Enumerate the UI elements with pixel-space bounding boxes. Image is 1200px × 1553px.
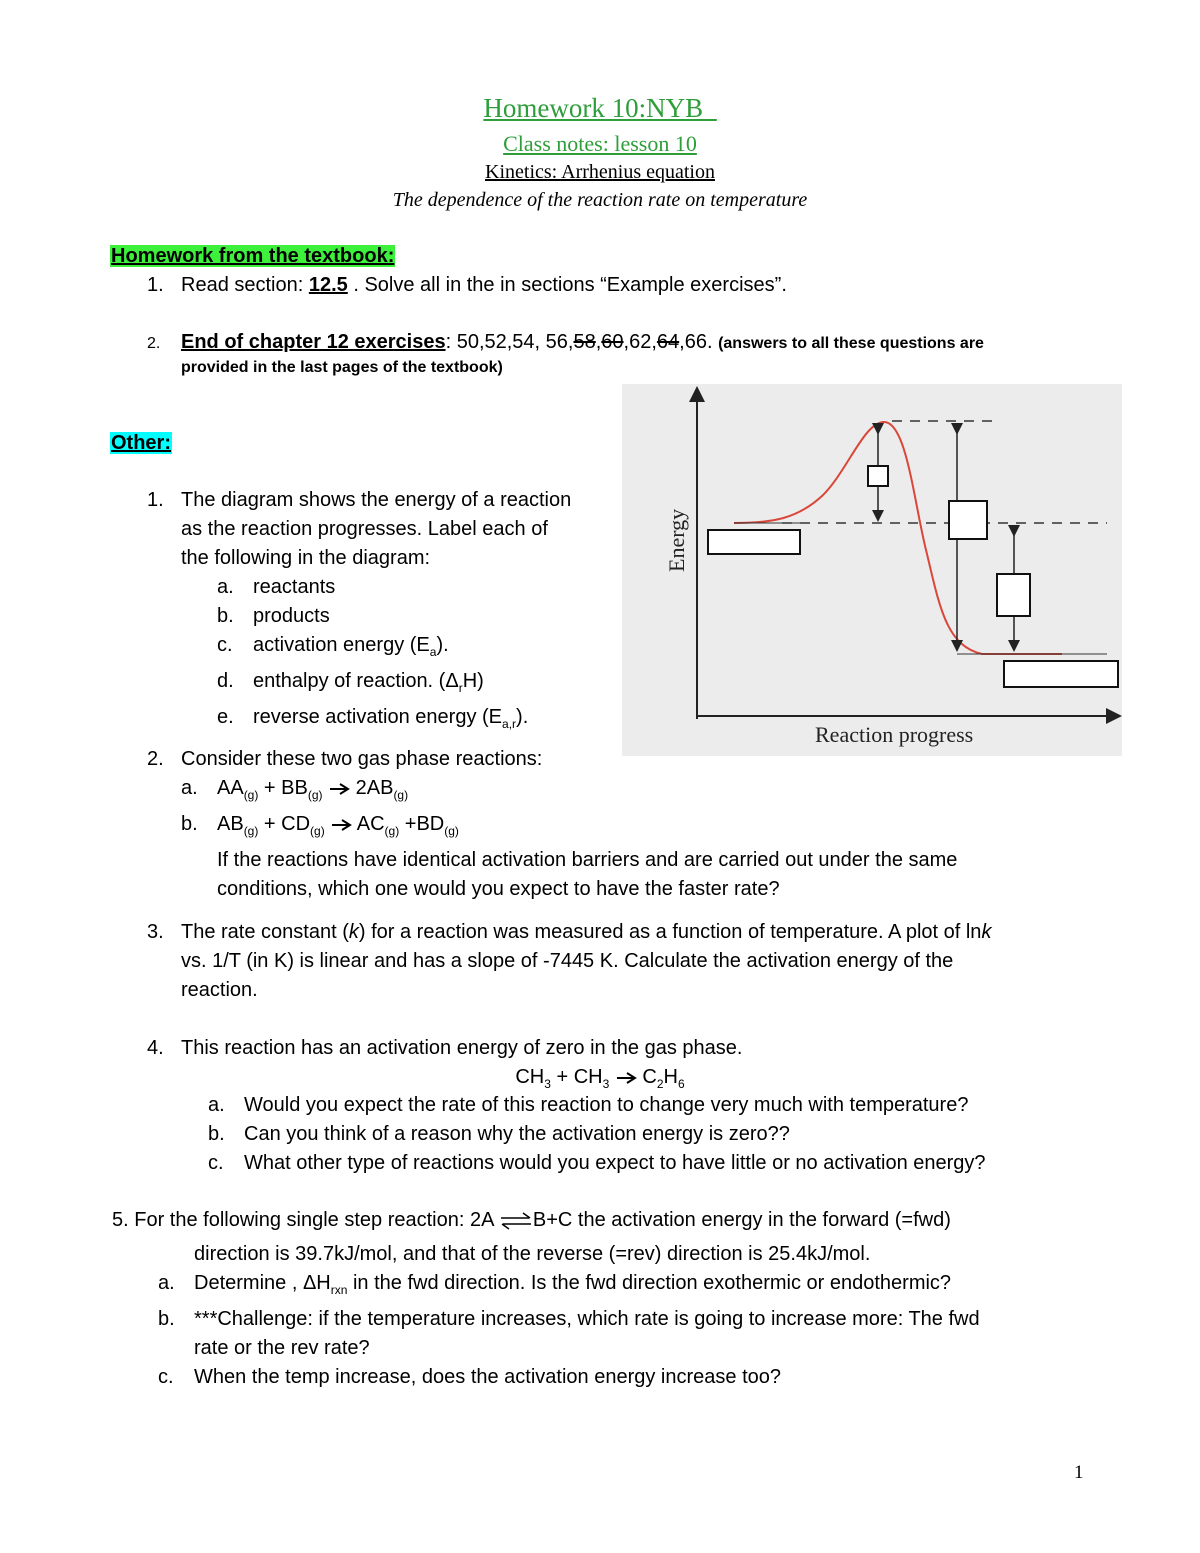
page-subtitle: Class notes: lesson 10	[503, 131, 697, 156]
topic-title: Kinetics: Arrhenius equation	[485, 161, 715, 183]
other-heading: Other:	[111, 432, 171, 454]
right-arrow-icon	[330, 818, 352, 832]
question-5: 5. For the following single step reaction: 2A B+C the activation energy in the forward (=fwd)	[112, 1209, 951, 1231]
label-box-ea[interactable]	[868, 466, 888, 486]
textbook-item-1: 1. Read section: 12.5 . Solve all in the in sections “Example exercises”.	[147, 274, 787, 296]
page-title: Homework 10:NYB_	[483, 93, 717, 123]
energy-diagram-svg	[622, 384, 1122, 756]
page-number: 1	[1074, 1462, 1084, 1483]
question-4-parts: a. Would you expect the rate of this reaction to change very much with temperature? b. Can you think of a reason why the activation energy is zero?? c. What other type of reactions would you expect to have little or no activation energy?	[208, 1094, 986, 1174]
question-2: 2. Consider these two gas phase reactions: a. $AA_{(g)} + BB_{(g)}$ $2AB_{(g)}$ b. $AB_{(g)} + CD_{(g)}$ $AC_{(g)} +BD_{(g)}$ If the reactions have identical activation barriers and are carried out under the same conditions, which one would you expect to have the faster rate?	[147, 748, 958, 900]
question-4-equation: $CH_3 + CH_3$ $C_2H_6$	[515, 1066, 685, 1091]
question-5-line2: direction is 39.7kJ/mol, and that of the reverse (=rev) direction is 25.4kJ/mol.	[194, 1243, 871, 1265]
x-axis-label: Reaction progress	[815, 722, 974, 747]
label-box-products[interactable]	[1004, 661, 1118, 687]
question-3: 3. The rate constant (k) for a reaction was measured as a function of temperature. A plot of lnk vs. 1/T (in K) is linear and has a slope of -7445 K. Calculate the activation energy of the reaction.	[147, 921, 992, 1001]
label-box-reactants[interactable]	[708, 530, 800, 554]
topic-tagline: The dependence of the reaction rate on temperature	[392, 189, 808, 211]
question-1: 1. The diagram shows the energy of a reaction as the reaction progresses. Label each of the following in the diagram: a. reactants b. products c. activation energy $(E_a)$. d. enthalpy of reaction. $(\Delta_rH)$ e. reverse activation energy $(E_{a,r})$.	[147, 489, 572, 731]
question-5-parts: a. Determine , $\Delta H_{rxn}$ in the fwd direction. Is the fwd direction exothermic or endothermic? b. ***Challenge: if the temperature increases, which rate is going to increase more: The fwd rate or the rev rate? c. When the temp increase, does the activation energy increase too?	[158, 1272, 980, 1388]
question-4: 4. This reaction has an activation energy of zero in the gas phase.	[147, 1037, 743, 1059]
right-arrow-icon	[328, 782, 350, 796]
equilibrium-arrow-icon	[499, 1212, 533, 1230]
energy-diagram	[622, 384, 1122, 756]
label-box-dh[interactable]	[997, 574, 1030, 616]
right-arrow-icon	[615, 1071, 637, 1085]
label-box-ear[interactable]	[949, 501, 987, 539]
y-axis-label: Energy	[664, 508, 689, 572]
reaction-a: a. $AA_{(g)} + BB_{(g)}$ $2AB_{(g)}$	[181, 777, 409, 802]
textbook-item-2: 2. End of chapter 12 exercises: 50,52,54, 56,58,60,62,64,66. (answers to all these questions are	[147, 331, 984, 353]
textbook-item-2-note: provided in the last pages of the textbook)	[181, 359, 503, 376]
reaction-b: b. $AB_{(g)} + CD_{(g)}$ $AC_{(g)} +BD_{(g)}$	[181, 813, 459, 838]
textbook-heading: Homework from the textbook:	[111, 245, 395, 267]
